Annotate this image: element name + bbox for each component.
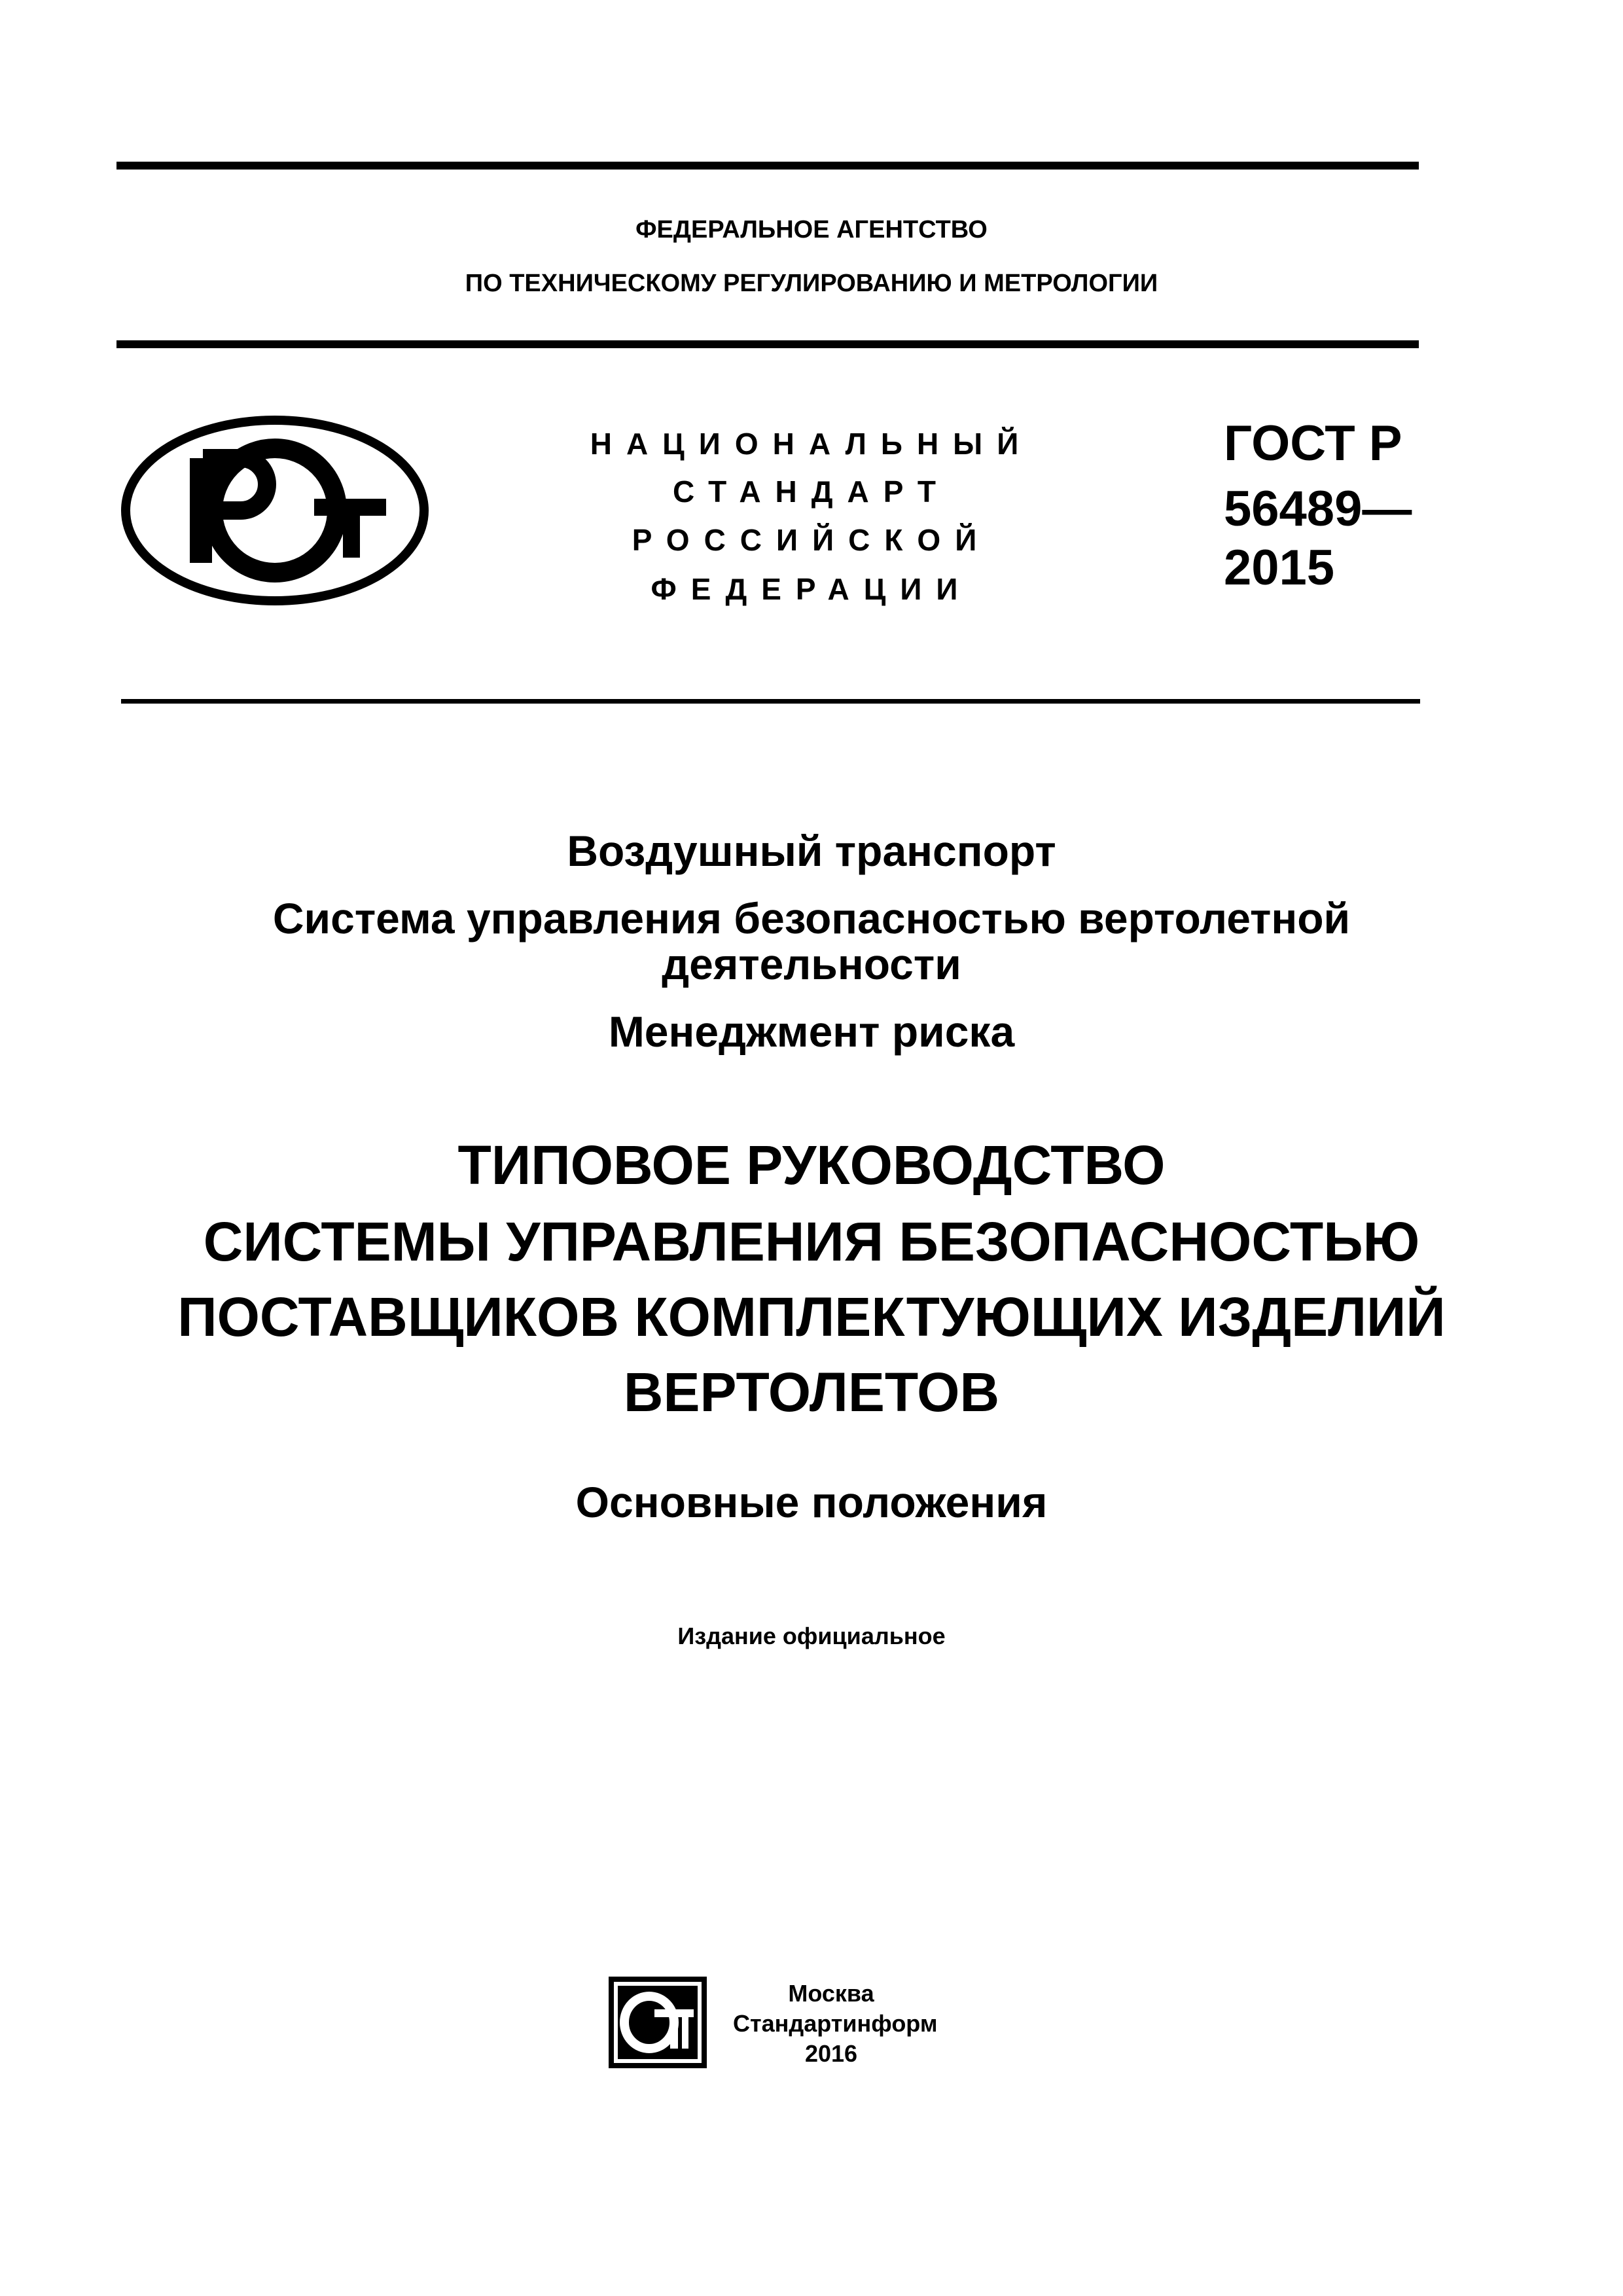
national-standard-line-1: НАЦИОНАЛЬНЫЙ bbox=[590, 427, 1033, 461]
official-edition: Издание официальное bbox=[677, 1623, 946, 1649]
basic-provisions: Основные положения bbox=[575, 1478, 1048, 1526]
title-line-4: ВЕРТОЛЕТОВ bbox=[623, 1361, 1000, 1423]
gost-designation-line-3: 2015 bbox=[1224, 540, 1335, 596]
national-standard-line-2: СТАНДАРТ bbox=[673, 475, 950, 509]
agency-bottom-rule bbox=[116, 340, 1419, 348]
top-rule bbox=[116, 162, 1419, 170]
agency-line-2: ПО ТЕХНИЧЕСКОМУ РЕГУЛИРОВАНИЮ И МЕТРОЛОГИИ bbox=[465, 270, 1158, 297]
national-standard-line-4: ФЕДЕРАЦИИ bbox=[651, 572, 972, 606]
header-bottom-rule bbox=[121, 699, 1420, 704]
national-standard-line-3: РОССИЙСКОЙ bbox=[632, 523, 991, 557]
gost-designation-line-2: 56489— bbox=[1224, 481, 1412, 537]
gost-designation-line-1: ГОСТ Р bbox=[1224, 416, 1402, 471]
title-line-1: ТИПОВОЕ РУКОВОДСТВО bbox=[457, 1134, 1166, 1196]
subtitle-line-4: Менеджмент риска bbox=[608, 1007, 1015, 1056]
title-line-2: СИСТЕМЫ УПРАВЛЕНИЯ БЕЗОПАСНОСТЬЮ bbox=[203, 1211, 1420, 1272]
publisher-year: 2016 bbox=[804, 2040, 858, 2067]
standartinform-logo-icon bbox=[609, 1977, 707, 2068]
subtitle-line-3: деятельности bbox=[662, 940, 961, 988]
subtitle-line-1: Воздушный транспорт bbox=[567, 827, 1056, 875]
publisher-name: Стандартинформ bbox=[733, 2010, 938, 2037]
publisher-city: Москва bbox=[788, 1980, 874, 2007]
subtitle-line-2: Система управления безопасностью вертолетной bbox=[272, 894, 1351, 942]
agency-line-1: ФЕДЕРАЛЬНОЕ АГЕНТСТВО bbox=[635, 216, 988, 243]
pct-certification-logo-icon bbox=[118, 412, 432, 609]
title-line-3: ПОСТАВЩИКОВ КОМПЛЕКТУЮЩИХ ИЗДЕЛИЙ bbox=[177, 1286, 1446, 1348]
